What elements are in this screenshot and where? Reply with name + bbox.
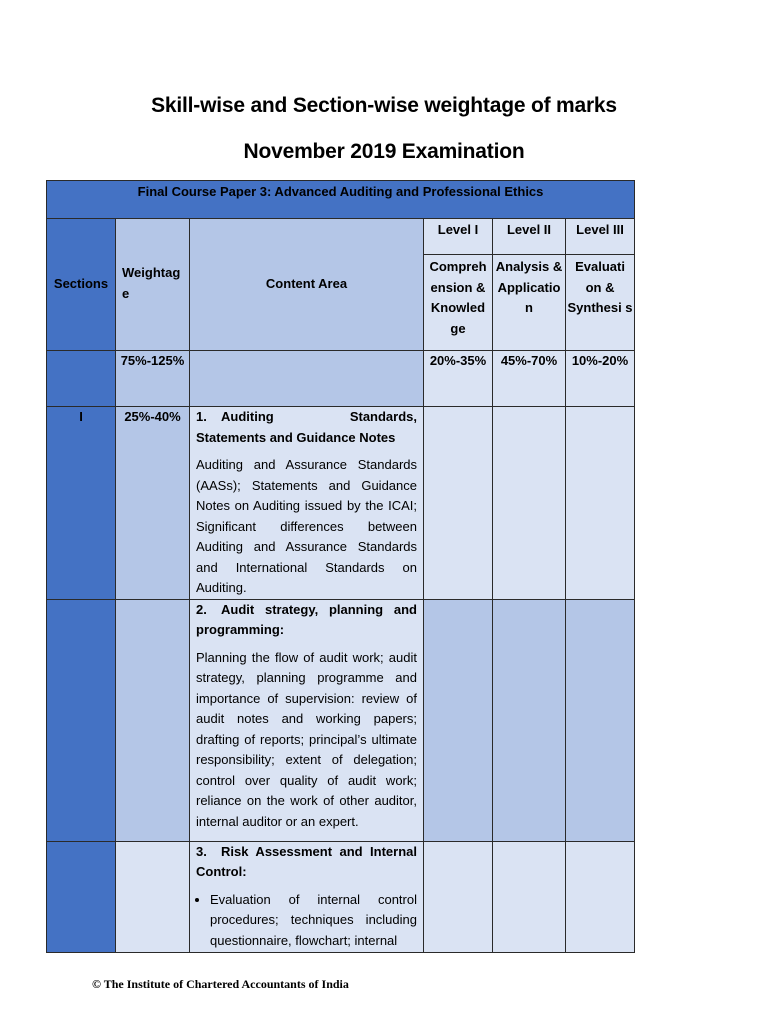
header-sections-label: Sections <box>53 276 109 292</box>
summary-section-cell <box>47 351 116 407</box>
summary-weightage: 75%-125% <box>116 351 190 407</box>
row-section: I <box>47 407 116 600</box>
row-section <box>47 599 116 841</box>
header-sections <box>47 219 116 351</box>
row-weightage: 25%-40% <box>116 407 190 600</box>
row-level3-cell <box>566 599 635 841</box>
table-row <box>47 407 635 600</box>
header-level1-desc: Compreh ension & Knowled ge <box>424 255 493 351</box>
header-weightage-label: Weightag e <box>122 265 181 301</box>
table-row <box>47 841 635 952</box>
row-level1-cell <box>424 841 493 952</box>
page-title: Skill-wise and Section-wise weightage of marks <box>151 94 617 117</box>
header-level3: Level III <box>566 219 635 255</box>
header-content-area <box>190 219 424 351</box>
content-body: Auditing and Assurance Standards (AASs); Statements and Guidance Notes on Auditing issued by the ICAI; Significant differences between Auditing and Assurance Standards and International Standards on Auditing. <box>196 457 417 595</box>
row-level2-cell <box>493 841 566 952</box>
row-level1-cell <box>424 407 493 600</box>
row-level2-cell <box>493 599 566 841</box>
content-heading: 1. Auditing Standards, Statements and Guidance Notes <box>196 409 417 445</box>
header-content-area-label: Content Area <box>265 276 348 292</box>
header-level1: Level I <box>424 219 493 255</box>
header-level3-desc: Evaluati on & Synthesi s <box>566 255 635 351</box>
table-banner: Final Course Paper 3: Advanced Auditing and Professional Ethics <box>47 181 635 219</box>
header-level2: Level II <box>493 219 566 255</box>
content-bullet-list <box>190 890 423 952</box>
row-content <box>190 407 424 600</box>
table-row <box>47 599 635 841</box>
row-weightage <box>116 599 190 841</box>
weightage-table <box>46 180 635 953</box>
summary-level3: 10%-20% <box>566 351 635 407</box>
row-section <box>47 841 116 952</box>
content-body: Planning the flow of audit work; audit strategy, planning programme and importance of supervision: review of audit notes and working papers; drafting of reports; principal’s ultimate responsibility; extent of delegation; control over quality of audit work; reliance on the work of other auditor, internal auditor or an expert. <box>196 649 417 829</box>
row-level1-cell <box>424 599 493 841</box>
header-level2-desc: Analysis & Applicatio n <box>493 255 566 351</box>
footer-copyright: © The Institute of Chartered Accountants of India <box>92 977 349 991</box>
summary-level2: 45%-70% <box>493 351 566 407</box>
header-weightage <box>116 219 190 351</box>
row-level2-cell <box>493 407 566 600</box>
summary-level1: 20%-35% <box>424 351 493 407</box>
row-content <box>190 599 424 841</box>
content-heading: 3. Risk Assessment and Internal Control: <box>196 843 417 879</box>
page-subtitle: November 2019 Examination <box>243 140 525 163</box>
row-content <box>190 841 424 952</box>
content-heading: 2. Audit strategy, planning and programming: <box>196 601 417 637</box>
row-level3-cell <box>566 841 635 952</box>
list-item: • Evaluation of internal control procedures; techniques including questionnaire, flowchart; internal <box>210 890 417 952</box>
row-weightage <box>116 841 190 952</box>
row-level3-cell <box>566 407 635 600</box>
summary-content-cell <box>190 351 424 407</box>
